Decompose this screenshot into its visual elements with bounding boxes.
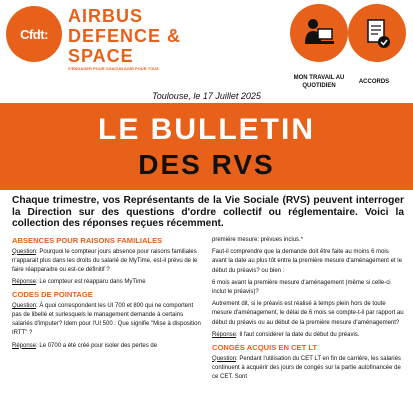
question-conges: [212, 355, 404, 383]
brand-tagline: S'ENGAGER POUR CHACUN AGIR POUR TOUS: [68, 66, 159, 71]
question-text: : Pendant l'utilisation du CET LT en fin de carrière, les salariés continuent à acquérir des jours de congés sur la partie autofinancée de ce CET. Sont: [212, 355, 401, 380]
answer-text: : Le compteur est réapparu dans MyTime: [36, 279, 146, 286]
paragraph: Autrement dit, si le préavis est réalisé à temps plein hors de toute mesure d'aménagement, le délai de 6 mois se compte-t-il par rapport au début du préavis ou au début de la première mesure d'aménagement?: [212, 301, 404, 326]
badge1-label: MON TRAVAIL AU QUOTIDIEN: [293, 75, 345, 89]
question-label: Question: [212, 355, 237, 362]
question-absences: [12, 248, 204, 276]
answer-label: Réponse: [12, 342, 37, 349]
airbus-brand: [68, 6, 248, 71]
accords-document-icon: [358, 14, 396, 52]
brand-line2: DEFENCE & SPACE: [68, 26, 182, 66]
intro-paragraph: Chaque trimestre, vos Représentants de la Vie Sociale (RVS) peuvent interroger la Direction sur des questions d'ordre collectif ou réglementaire. Voici la collection des réponses reçues récemment.: [12, 195, 404, 229]
answer-label: Réponse: [212, 331, 237, 338]
title-banner: [0, 103, 413, 190]
answer-text: : Il faut considérer la date du début du préavis.: [236, 331, 360, 338]
left-column: [12, 236, 204, 354]
cfdt-logo: [6, 6, 62, 62]
answer-absences: [12, 278, 204, 287]
brand-line1: AIRBUS: [68, 6, 144, 26]
document-date: Toulouse, le 17 Juillet 2025: [152, 91, 261, 101]
answer-label: Réponse: [12, 279, 37, 286]
right-column: [212, 236, 404, 385]
mon-travail-badge[interactable]: [290, 4, 348, 62]
question-label: Question: [12, 248, 37, 255]
section-heading-codes: CODES DE POINTAGE: [12, 290, 93, 300]
question-text: : Pourquoi le compteur jours absence pour raisons familiales n'apparait plus dans les droits du salarié de MyTime, est-il prévu de le faire réapparaitre ou est-ce définitif ?: [12, 248, 198, 273]
person-laptop-icon: [300, 14, 338, 52]
badge2-label: ACCORDS: [358, 79, 390, 85]
title-line2: DES RVS: [138, 149, 275, 180]
question-text: : À quoi correspondent les UI 700 et 800 qui ne comportent pas de libellé et surlesquels le management demande à certains salariés d'imputer? Idem pour l'UI 500 : Que signifie "Mise à disposition IRTT" ?: [12, 302, 201, 337]
question-codes: [12, 302, 204, 339]
answer-text: : Le 0700 a été créé pour isoler des pertes de: [36, 342, 158, 349]
answer-codes: [12, 342, 204, 351]
paragraph: première mesure: prévues inclus.*: [212, 237, 304, 243]
paragraph: Faut-il comprendre que la demande doit être faite au moins 6 mois avant la date au plus tôt entre la première mesure d'aménagement et le début du préavis? ou bien :: [212, 249, 402, 274]
answer-preavis: [212, 331, 404, 340]
cfdt-logo-text: Cfdt:: [20, 26, 48, 42]
title-line1: LE BULLETIN: [98, 113, 315, 146]
paragraph: 6 mois avant la première mesure d'aménagement (même si celle-ci inclut le préavis)?: [212, 279, 391, 296]
section-heading-absences: ABSENCES POUR RAISONS FAMILIALES: [12, 236, 163, 245]
accords-badge[interactable]: [348, 4, 406, 62]
section-heading-conges: CONGÉS ACQUIS EN CET LT: [212, 343, 318, 353]
question-label: Question: [12, 302, 37, 309]
